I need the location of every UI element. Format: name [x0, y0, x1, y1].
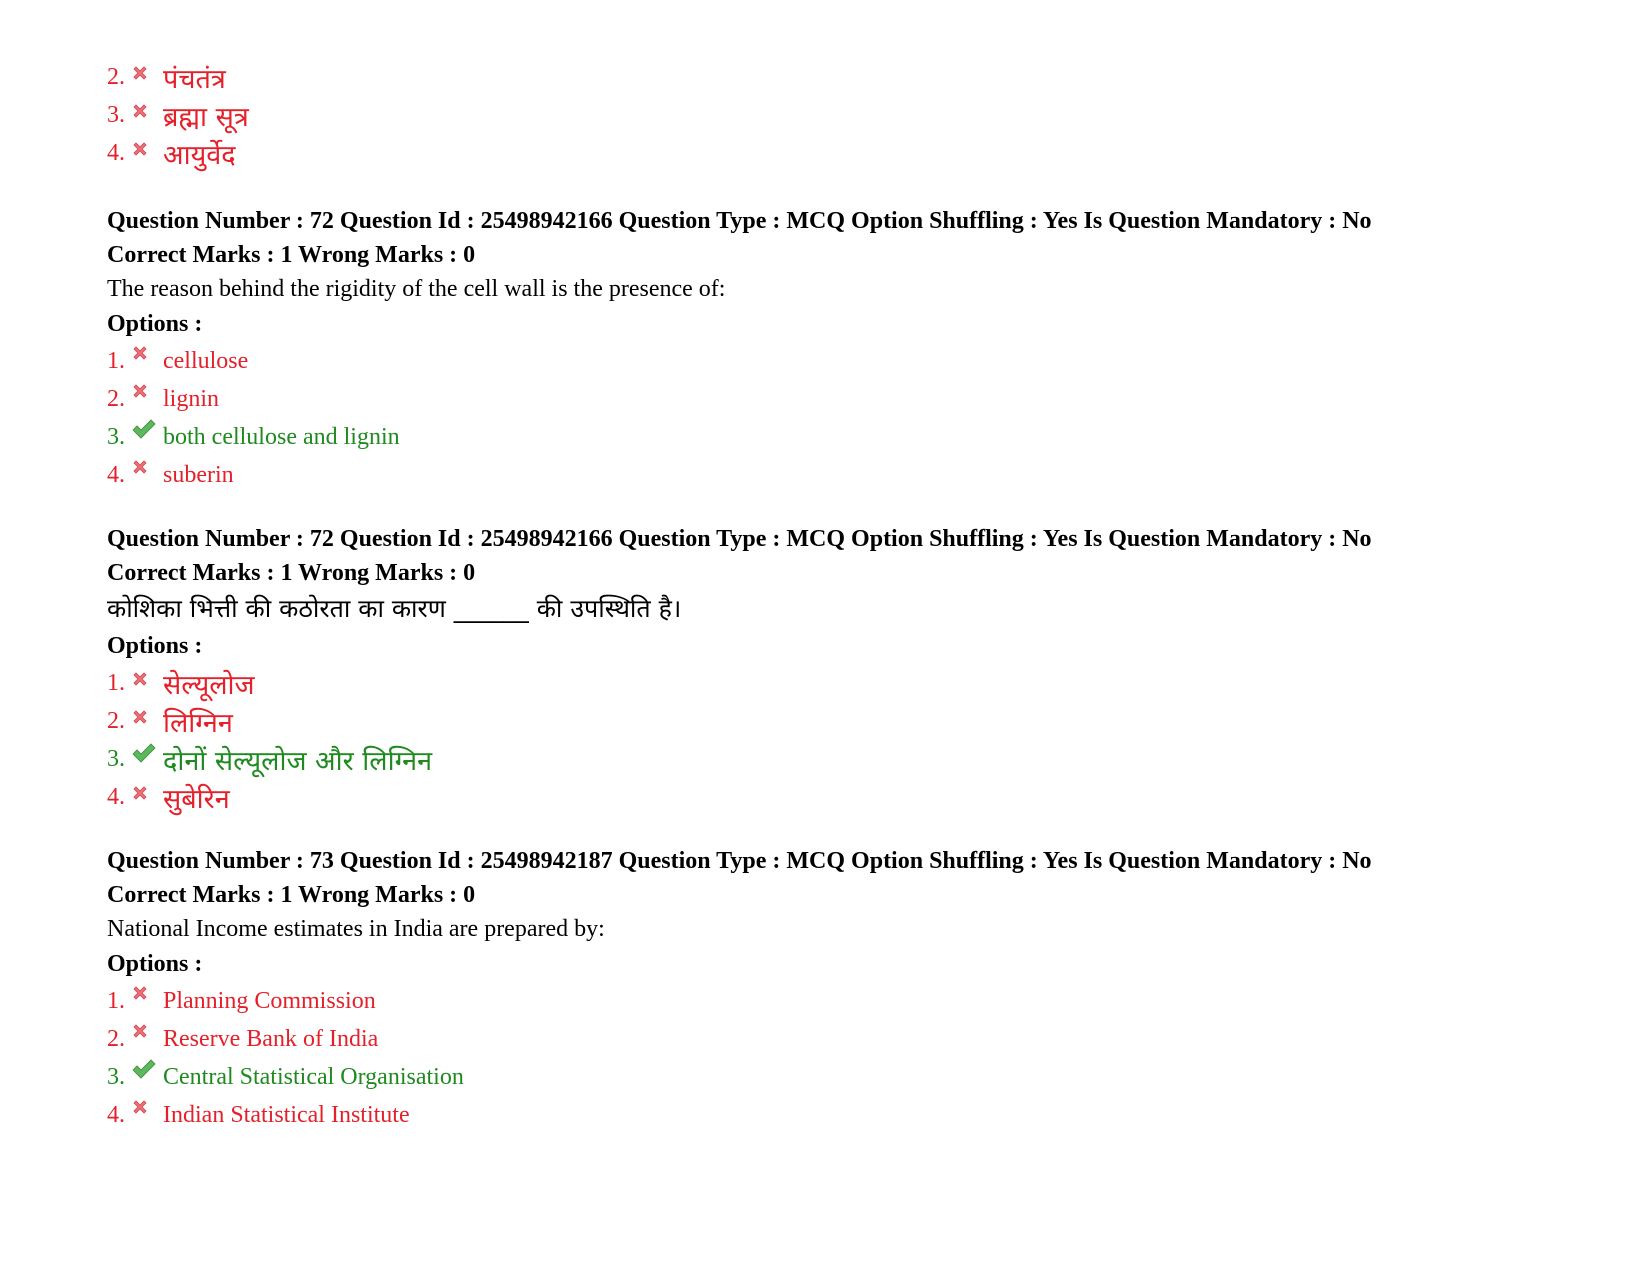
question-block [107, 522, 1607, 816]
cross-icon [131, 134, 161, 160]
option-number: 2. [107, 385, 125, 412]
option-number: 1. [107, 987, 125, 1014]
cross-icon [131, 1020, 161, 1046]
question-meta: Question Number : 72 Question Id : 25498942166 Question Type : MCQ Option Shuffling : Yes Is Question Mandatory : No [107, 526, 1372, 552]
option-text: lignin [163, 385, 220, 412]
cross-icon [131, 96, 161, 122]
option-number: 4. [107, 461, 125, 488]
option-text: ब्रह्मा सूत्र [163, 101, 249, 133]
option-text: Planning Commission [163, 987, 376, 1014]
option-number: 1. [107, 669, 125, 696]
options-label: Options : [107, 633, 203, 659]
cross-icon [131, 664, 161, 690]
option-text: लिग्निन [163, 707, 233, 739]
option-number: 1. [107, 347, 125, 374]
option-text: Reserve Bank of India [163, 1025, 379, 1052]
marks-meta: Correct Marks : 1 Wrong Marks : 0 [107, 560, 476, 586]
option-item [107, 1058, 1607, 1096]
option-number: 3. [107, 1063, 125, 1090]
option-number: 4. [107, 1101, 125, 1128]
question-meta: Question Number : 73 Question Id : 25498942187 Question Type : MCQ Option Shuffling : Yes Is Question Mandatory : No [107, 848, 1372, 874]
check-icon [131, 740, 161, 766]
option-item [107, 380, 1607, 418]
question-block [107, 204, 1607, 494]
cross-icon [131, 456, 161, 482]
option-number: 4. [107, 783, 125, 810]
option-text: cellulose [163, 347, 249, 374]
question-text: कोशिका भित्ती की कठोरता का कारण ______ की उपस्थिति है। [107, 594, 682, 623]
options-label: Options : [107, 311, 203, 337]
cross-icon [131, 982, 161, 1008]
option-text: आयुर्वेद [163, 139, 236, 171]
option-item [107, 740, 1607, 778]
carryover-options [107, 58, 1607, 172]
option-text: पंचतंत्र [163, 63, 226, 95]
option-item [107, 778, 1607, 816]
marks-meta: Correct Marks : 1 Wrong Marks : 0 [107, 242, 476, 268]
option-item [107, 664, 1607, 702]
option-text: Central Statistical Organisation [163, 1063, 464, 1090]
cross-icon [131, 778, 161, 804]
option-text: both cellulose and lignin [163, 423, 400, 450]
marks-meta: Correct Marks : 1 Wrong Marks : 0 [107, 882, 476, 908]
check-icon [131, 418, 161, 444]
option-text: Indian Statistical Institute [163, 1101, 410, 1128]
questions-list [107, 204, 1607, 1134]
cross-icon [131, 342, 161, 368]
question-meta: Question Number : 72 Question Id : 25498942166 Question Type : MCQ Option Shuffling : Yes Is Question Mandatory : No [107, 208, 1372, 234]
cross-icon [131, 380, 161, 406]
option-item [107, 418, 1607, 456]
cross-icon [131, 1096, 161, 1122]
option-text: suberin [163, 461, 234, 488]
option-number: 4. [107, 139, 125, 166]
option-number: 2. [107, 63, 125, 90]
question-text: The reason behind the rigidity of the cell wall is the presence of: [107, 276, 726, 302]
option-text: सुबेरिन [163, 783, 230, 815]
question-block [107, 844, 1607, 1134]
option-text: दोनों सेल्यूलोज और लिग्निन [163, 745, 433, 777]
cross-icon [131, 702, 161, 728]
option-number: 2. [107, 1025, 125, 1052]
option-number: 3. [107, 101, 125, 128]
question-text: National Income estimates in India are prepared by: [107, 916, 605, 942]
options-label: Options : [107, 951, 203, 977]
cross-icon [131, 58, 161, 84]
option-item [107, 982, 1607, 1020]
option-text: सेल्यूलोज [163, 669, 255, 701]
check-icon [131, 1058, 161, 1084]
option-item [107, 1096, 1607, 1134]
option-item [107, 58, 1607, 96]
question-paper-page [107, 58, 1607, 1134]
option-item [107, 96, 1607, 134]
option-item [107, 456, 1607, 494]
option-number: 3. [107, 745, 125, 772]
option-number: 2. [107, 707, 125, 734]
option-number: 3. [107, 423, 125, 450]
option-item [107, 702, 1607, 740]
option-item [107, 134, 1607, 172]
option-item [107, 1020, 1607, 1058]
option-item [107, 342, 1607, 380]
